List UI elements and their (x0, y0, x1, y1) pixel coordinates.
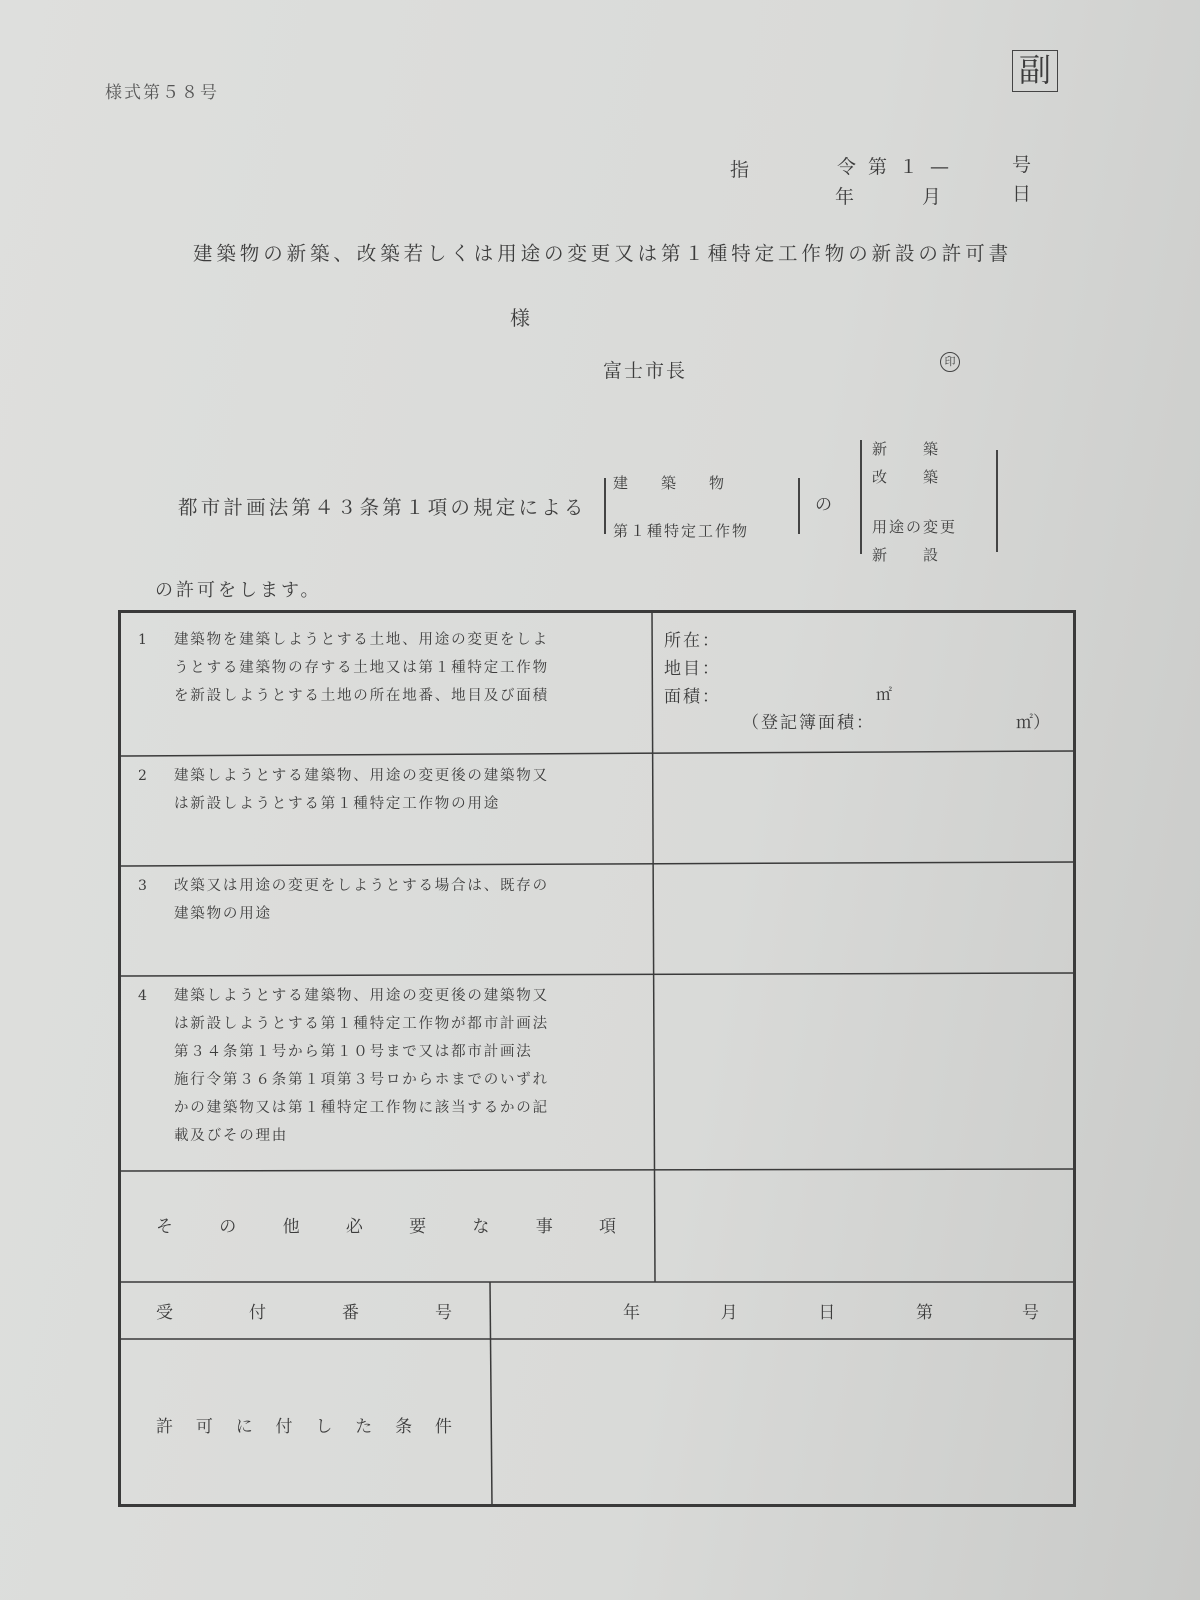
object-option-building: 建 築 物 (613, 474, 726, 492)
receipt-number-suffix: 号 (1022, 1303, 1039, 1323)
order-middle: 令第１— (837, 156, 962, 178)
order-prefix: 指 (730, 159, 750, 181)
action-new-installation: 新 設 (872, 546, 941, 564)
bracket-left-actions (860, 440, 862, 554)
copy-stamp: 副 (1012, 50, 1058, 92)
bracket-right (798, 478, 800, 534)
action-new-construction: 新 築 (872, 440, 941, 458)
land-category-label: 地目： (664, 659, 721, 679)
row-3-description: 改築又は用途の変更をしようとする場合は、既存の 建築物の用途 (174, 878, 549, 922)
land-area-label: 面積： (664, 687, 721, 707)
permit-table (118, 610, 1076, 1507)
issuer-name: 富士市長 (603, 360, 688, 382)
object-option-structure: 第１種特定工作物 (613, 522, 750, 540)
date-month: 月 (922, 186, 942, 208)
receipt-date (623, 1298, 933, 1323)
registry-area-label: （登記簿面積： (742, 713, 875, 733)
action-use-change: 用途の変更 (872, 518, 958, 536)
row-2-description: 建築しようとする建築物、用途の変更後の建築物又 は新設しようとする第１種特定工作物の用途 (174, 768, 549, 812)
bracket-left (604, 478, 606, 534)
order-suffix: 号 (1012, 154, 1032, 176)
land-area-unit: ㎡ (876, 685, 893, 704)
connector-no: の (815, 495, 832, 515)
row-3-number: 3 (138, 878, 147, 894)
bracket-right-actions (996, 450, 998, 552)
receipt-date-part-1: 月 (720, 1303, 738, 1323)
row-1-number: 1 (138, 632, 147, 648)
action-reconstruction: 改 築 (872, 468, 941, 486)
other-matters-label: そ の 他 必 要 な 事 項 (156, 1217, 616, 1237)
row-4-number: 4 (138, 988, 147, 1004)
row-2-number: 2 (138, 768, 147, 784)
row-4-description: 建築しようとする建築物、用途の変更後の建築物又 は新設しようとする第１種特定工作物が都市計画法 第３４条第１号から第１０号まで又は都市計画法 施行令第３６条第１項第３号ロからホまでのいずれ かの建築物又は第１種特定工作物に該当するかの記 載及びその理由 (174, 988, 549, 1144)
document-title: 建築物の新築、改築若しくは用途の変更又は第１種特定工作物の新設の許可書 (193, 242, 1013, 265)
registry-area-unit: ㎡） (1016, 713, 1050, 733)
row-1-description: 建築物を建築しようとする土地、用途の変更をしよ うとする建築物の存する土地又は第１種特定工作物 を新設しようとする土地の所在地番、地目及び面積 (174, 632, 549, 704)
permit-conditions-label: 許 可 に 付 し た 条 件 (156, 1417, 452, 1437)
closing-text: の許可をします。 (155, 580, 322, 601)
law-reference: 都市計画法第４３条第１項の規定による (178, 496, 587, 519)
form-number: 様式第５８号 (105, 83, 219, 103)
land-location-label: 所在： (664, 631, 721, 651)
addressee-suffix: 様 (510, 306, 530, 330)
receipt-number-label: 受 付 番 号 (156, 1303, 452, 1323)
date-day: 日 (1012, 183, 1032, 205)
date-year: 年 (835, 186, 855, 208)
seal-mark: 印 (940, 352, 960, 372)
receipt-date-part-2: 日 (818, 1303, 836, 1323)
receipt-date-part-3: 第 (915, 1303, 933, 1323)
receipt-date-part-0: 年 (623, 1303, 640, 1323)
